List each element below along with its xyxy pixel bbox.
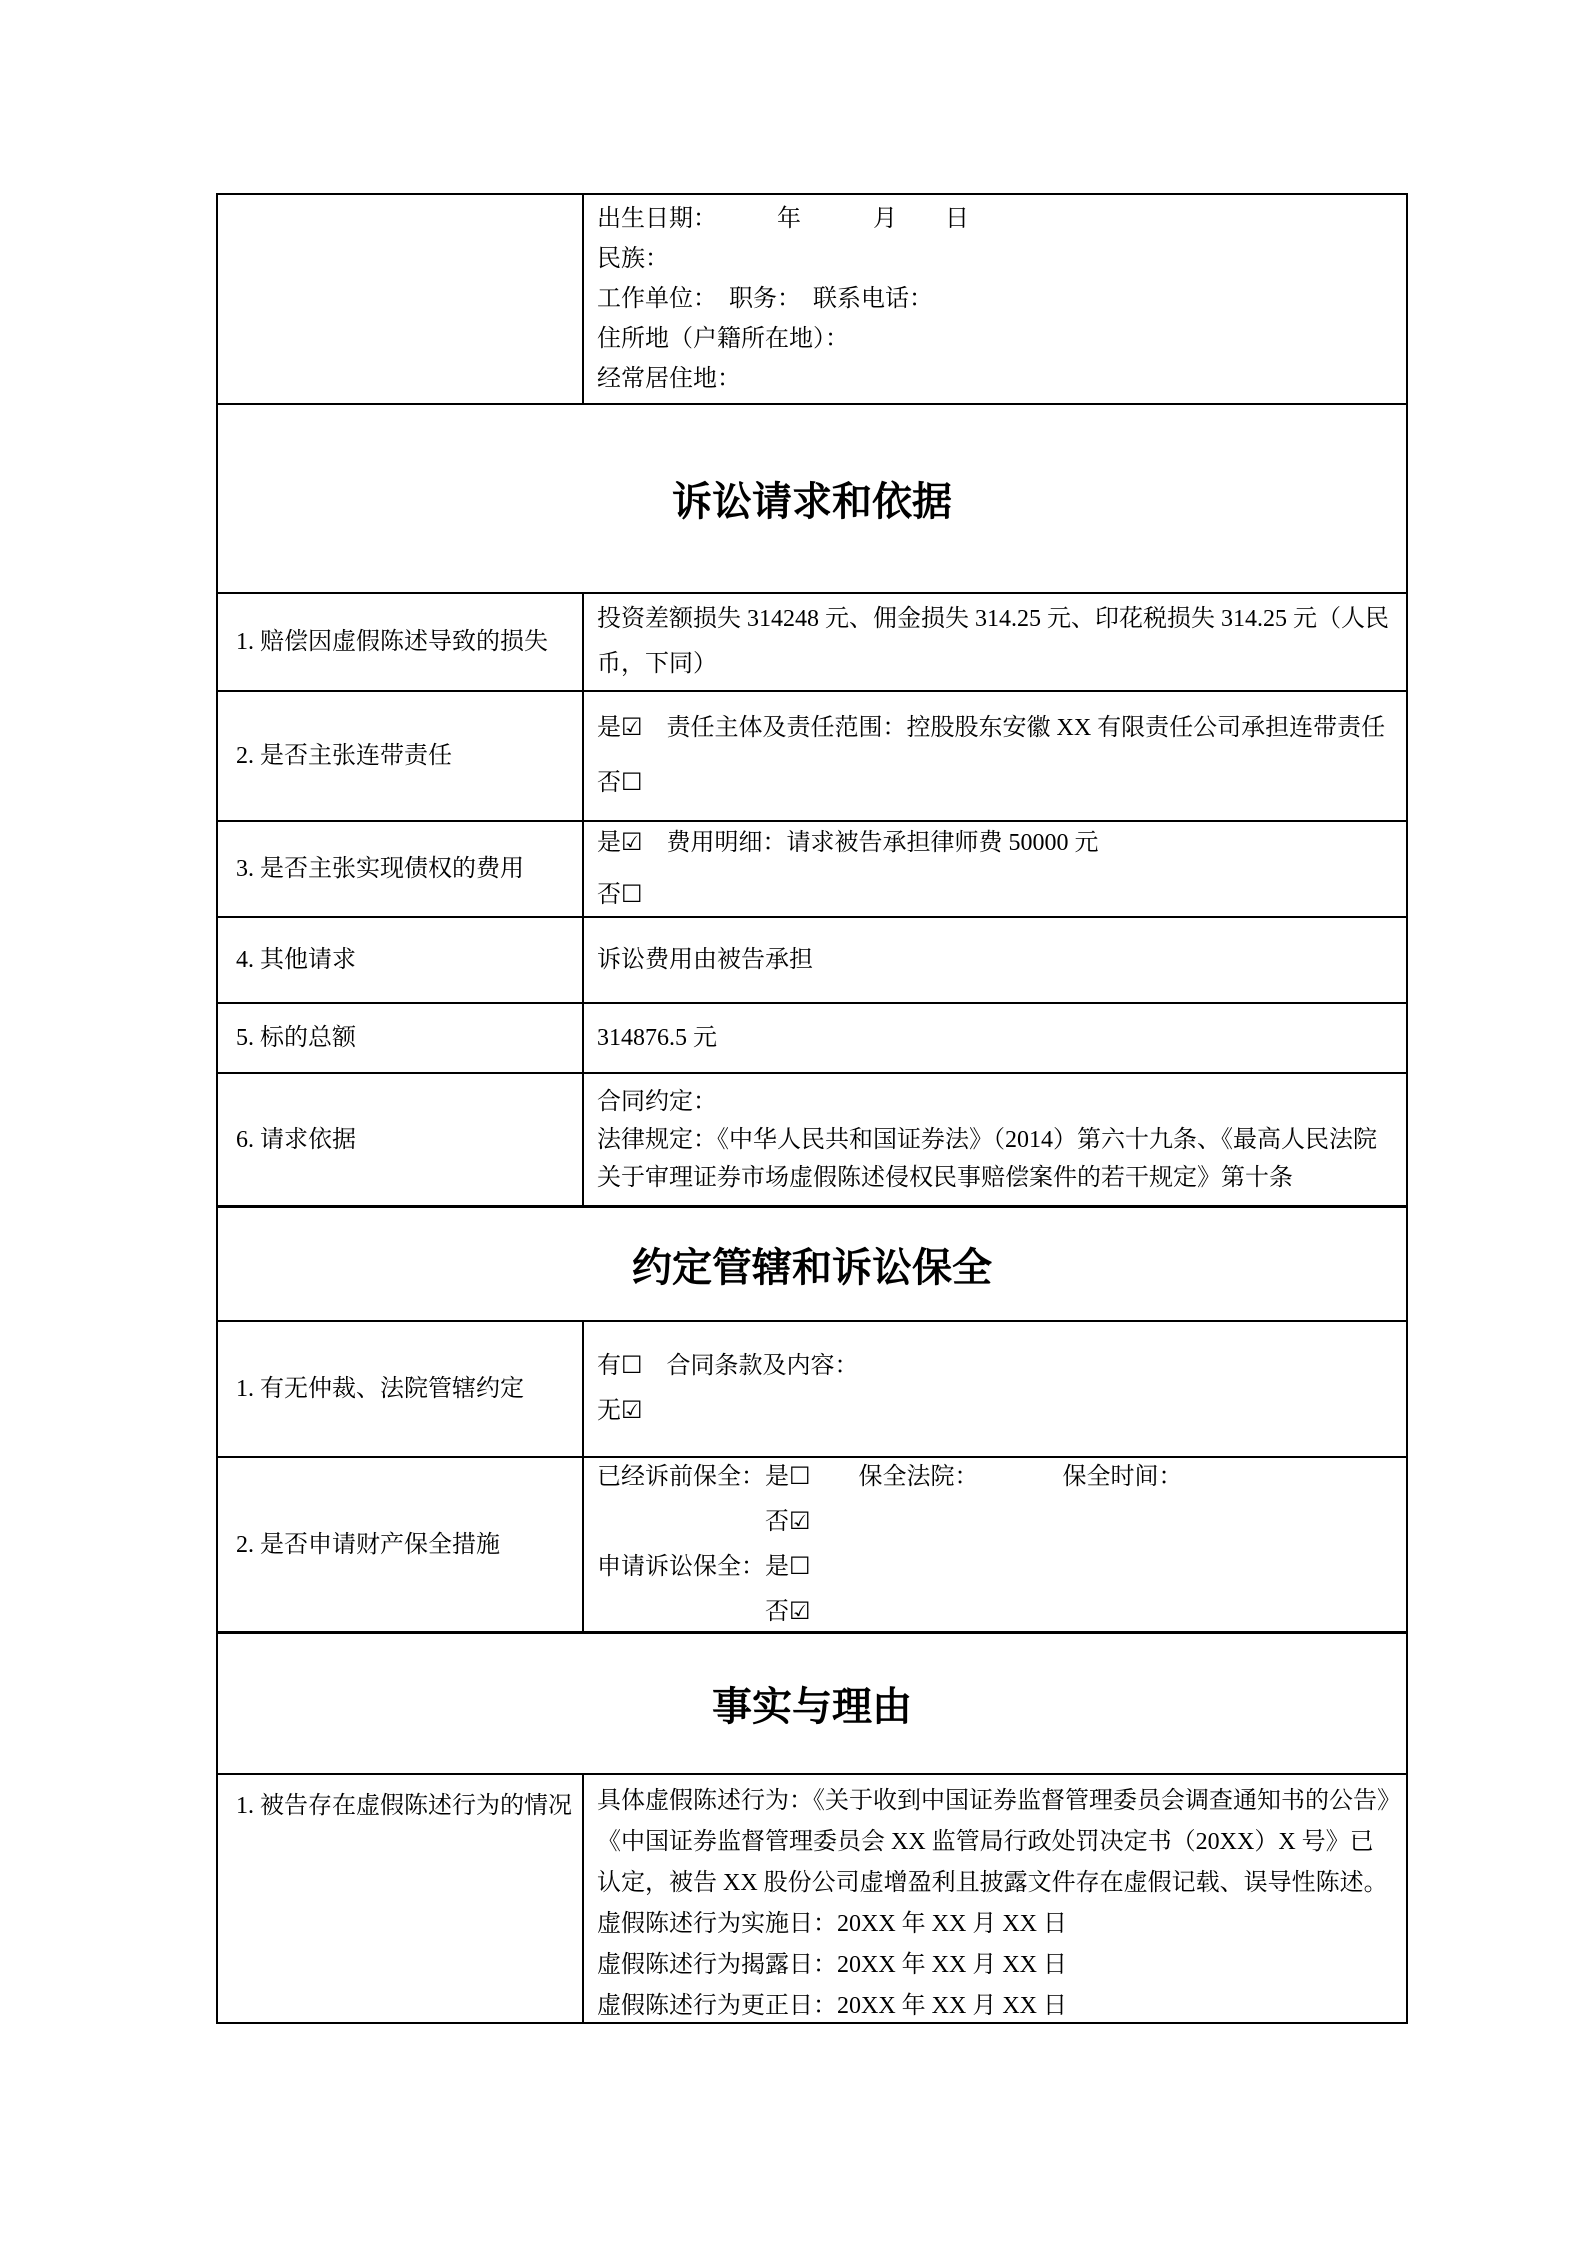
row-other-requests xyxy=(218,916,1406,1002)
misrepresentation-label: 1. 被告存在虚假陈述行为的情况 xyxy=(218,1775,584,2022)
section-title-jurisdiction: 约定管辖和诉讼保全 xyxy=(632,1244,992,1290)
other-requests-line: 诉讼费用由被告承担 xyxy=(597,947,813,973)
claim-basis-label: 6. 请求依据 xyxy=(218,1074,584,1205)
litigation-form-table xyxy=(216,193,1408,2024)
debt-costs-yes-line: 是☑ 费用明细：请求被告承担律师费 50000 元 xyxy=(597,830,1099,856)
row-misrepresentation-facts xyxy=(218,1773,1406,2022)
personal-info-label-cell xyxy=(218,195,584,403)
joint-liability-no-line: 否☐ xyxy=(597,770,643,796)
joint-liability-value xyxy=(584,692,1406,820)
other-requests-value xyxy=(584,918,1406,1002)
row-arbitration-agreement xyxy=(218,1320,1406,1456)
legal-provision-line: 法律规定：《中华人民共和国证券法》（2014）第六十九条、《最高人民法院关于审理证券市场虚假陈述侵权民事赔偿案件的若干规定》第十条 xyxy=(597,1126,1377,1191)
personal-info-value-cell xyxy=(584,195,1406,403)
section-header-facts xyxy=(218,1631,1406,1773)
disclosure-date-line: 虚假陈述行为揭露日：20XX 年 XX 月 XX 日 xyxy=(597,1952,1067,1978)
litigation-preservation-line: 申请诉讼保全：是☐ xyxy=(597,1553,811,1580)
row-debt-realization-costs xyxy=(218,820,1406,916)
row-total-amount xyxy=(218,1002,1406,1072)
contract-stipulation-line: 合同约定： xyxy=(597,1088,717,1115)
litigation-preservation-no-line: 否☑ xyxy=(597,1598,811,1625)
pre-litigation-preservation-line: 已经诉前保全：是☐ 保全法院： 保全时间： xyxy=(597,1463,1183,1490)
row-joint-liability xyxy=(218,690,1406,820)
birth-date-line: 出生日期： 年 月 日 xyxy=(597,206,969,232)
residence-line: 住所地（户籍所在地）： xyxy=(597,326,849,352)
section-header-claims xyxy=(218,403,1406,592)
misrepresentation-detail-line: 具体虚假陈述行为：《关于收到中国证券监督管理委员会调查通知书的公告》《中国证券监督管理委员会 XX 监管局行政处罚决定书（20XX）X 号》已认定，被告 XX 股份公司虚增盈利且披露文件存在虚假记载、误导性陈述。 xyxy=(597,1788,1389,1896)
arbitration-label: 1. 有无仲裁、法院管辖约定 xyxy=(218,1322,584,1456)
loss-amounts-line: 投资差额损失 314248 元、佣金损失 314.25 元、印花税损失 314.25 元（人民币，下同） xyxy=(597,606,1389,677)
claim-basis-value xyxy=(584,1074,1406,1205)
total-amount-label: 5. 标的总额 xyxy=(218,1004,584,1072)
correction-date-line: 虚假陈述行为更正日：20XX 年 XX 月 XX 日 xyxy=(597,1993,1067,2019)
row-personal-info xyxy=(218,195,1406,403)
joint-liability-label: 2. 是否主张连带责任 xyxy=(218,692,584,820)
implementation-date-line: 虚假陈述行为实施日：20XX 年 XX 月 XX 日 xyxy=(597,1911,1067,1937)
ethnicity-line: 民族： xyxy=(597,246,669,272)
debt-costs-value xyxy=(584,822,1406,916)
other-requests-label: 4. 其他请求 xyxy=(218,918,584,1002)
preservation-value xyxy=(584,1458,1406,1631)
loss-compensation-value xyxy=(584,594,1406,690)
total-amount-line: 314876.5 元 xyxy=(597,1025,717,1051)
employer-line: 工作单位： 职务： 联系电话： xyxy=(597,286,933,312)
loss-compensation-label: 1. 赔偿因虚假陈述导致的损失 xyxy=(218,594,584,690)
misrepresentation-value xyxy=(584,1775,1406,2022)
section-title-facts: 事实与理由 xyxy=(712,1684,912,1729)
arbitration-no-line: 无☑ xyxy=(597,1398,643,1424)
preservation-label: 2. 是否申请财产保全措施 xyxy=(218,1458,584,1631)
habitual-residence-line: 经常居住地： xyxy=(597,366,741,392)
joint-liability-yes-line: 是☑ 责任主体及责任范围：控股股东安徽 XX 有限责任公司承担连带责任 xyxy=(597,715,1386,741)
row-property-preservation xyxy=(218,1456,1406,1631)
section-header-jurisdiction xyxy=(218,1205,1406,1320)
debt-costs-label: 3. 是否主张实现债权的费用 xyxy=(218,822,584,916)
total-amount-value xyxy=(584,1004,1406,1072)
debt-costs-no-line: 否☐ xyxy=(597,882,643,908)
section-title-claims: 诉讼请求和依据 xyxy=(672,479,952,524)
row-claim-basis xyxy=(218,1072,1406,1205)
pre-litigation-no-line: 否☑ xyxy=(597,1508,811,1535)
row-loss-compensation xyxy=(218,592,1406,690)
arbitration-value xyxy=(584,1322,1406,1456)
arbitration-yes-line: 有☐ 合同条款及内容： xyxy=(597,1353,859,1379)
